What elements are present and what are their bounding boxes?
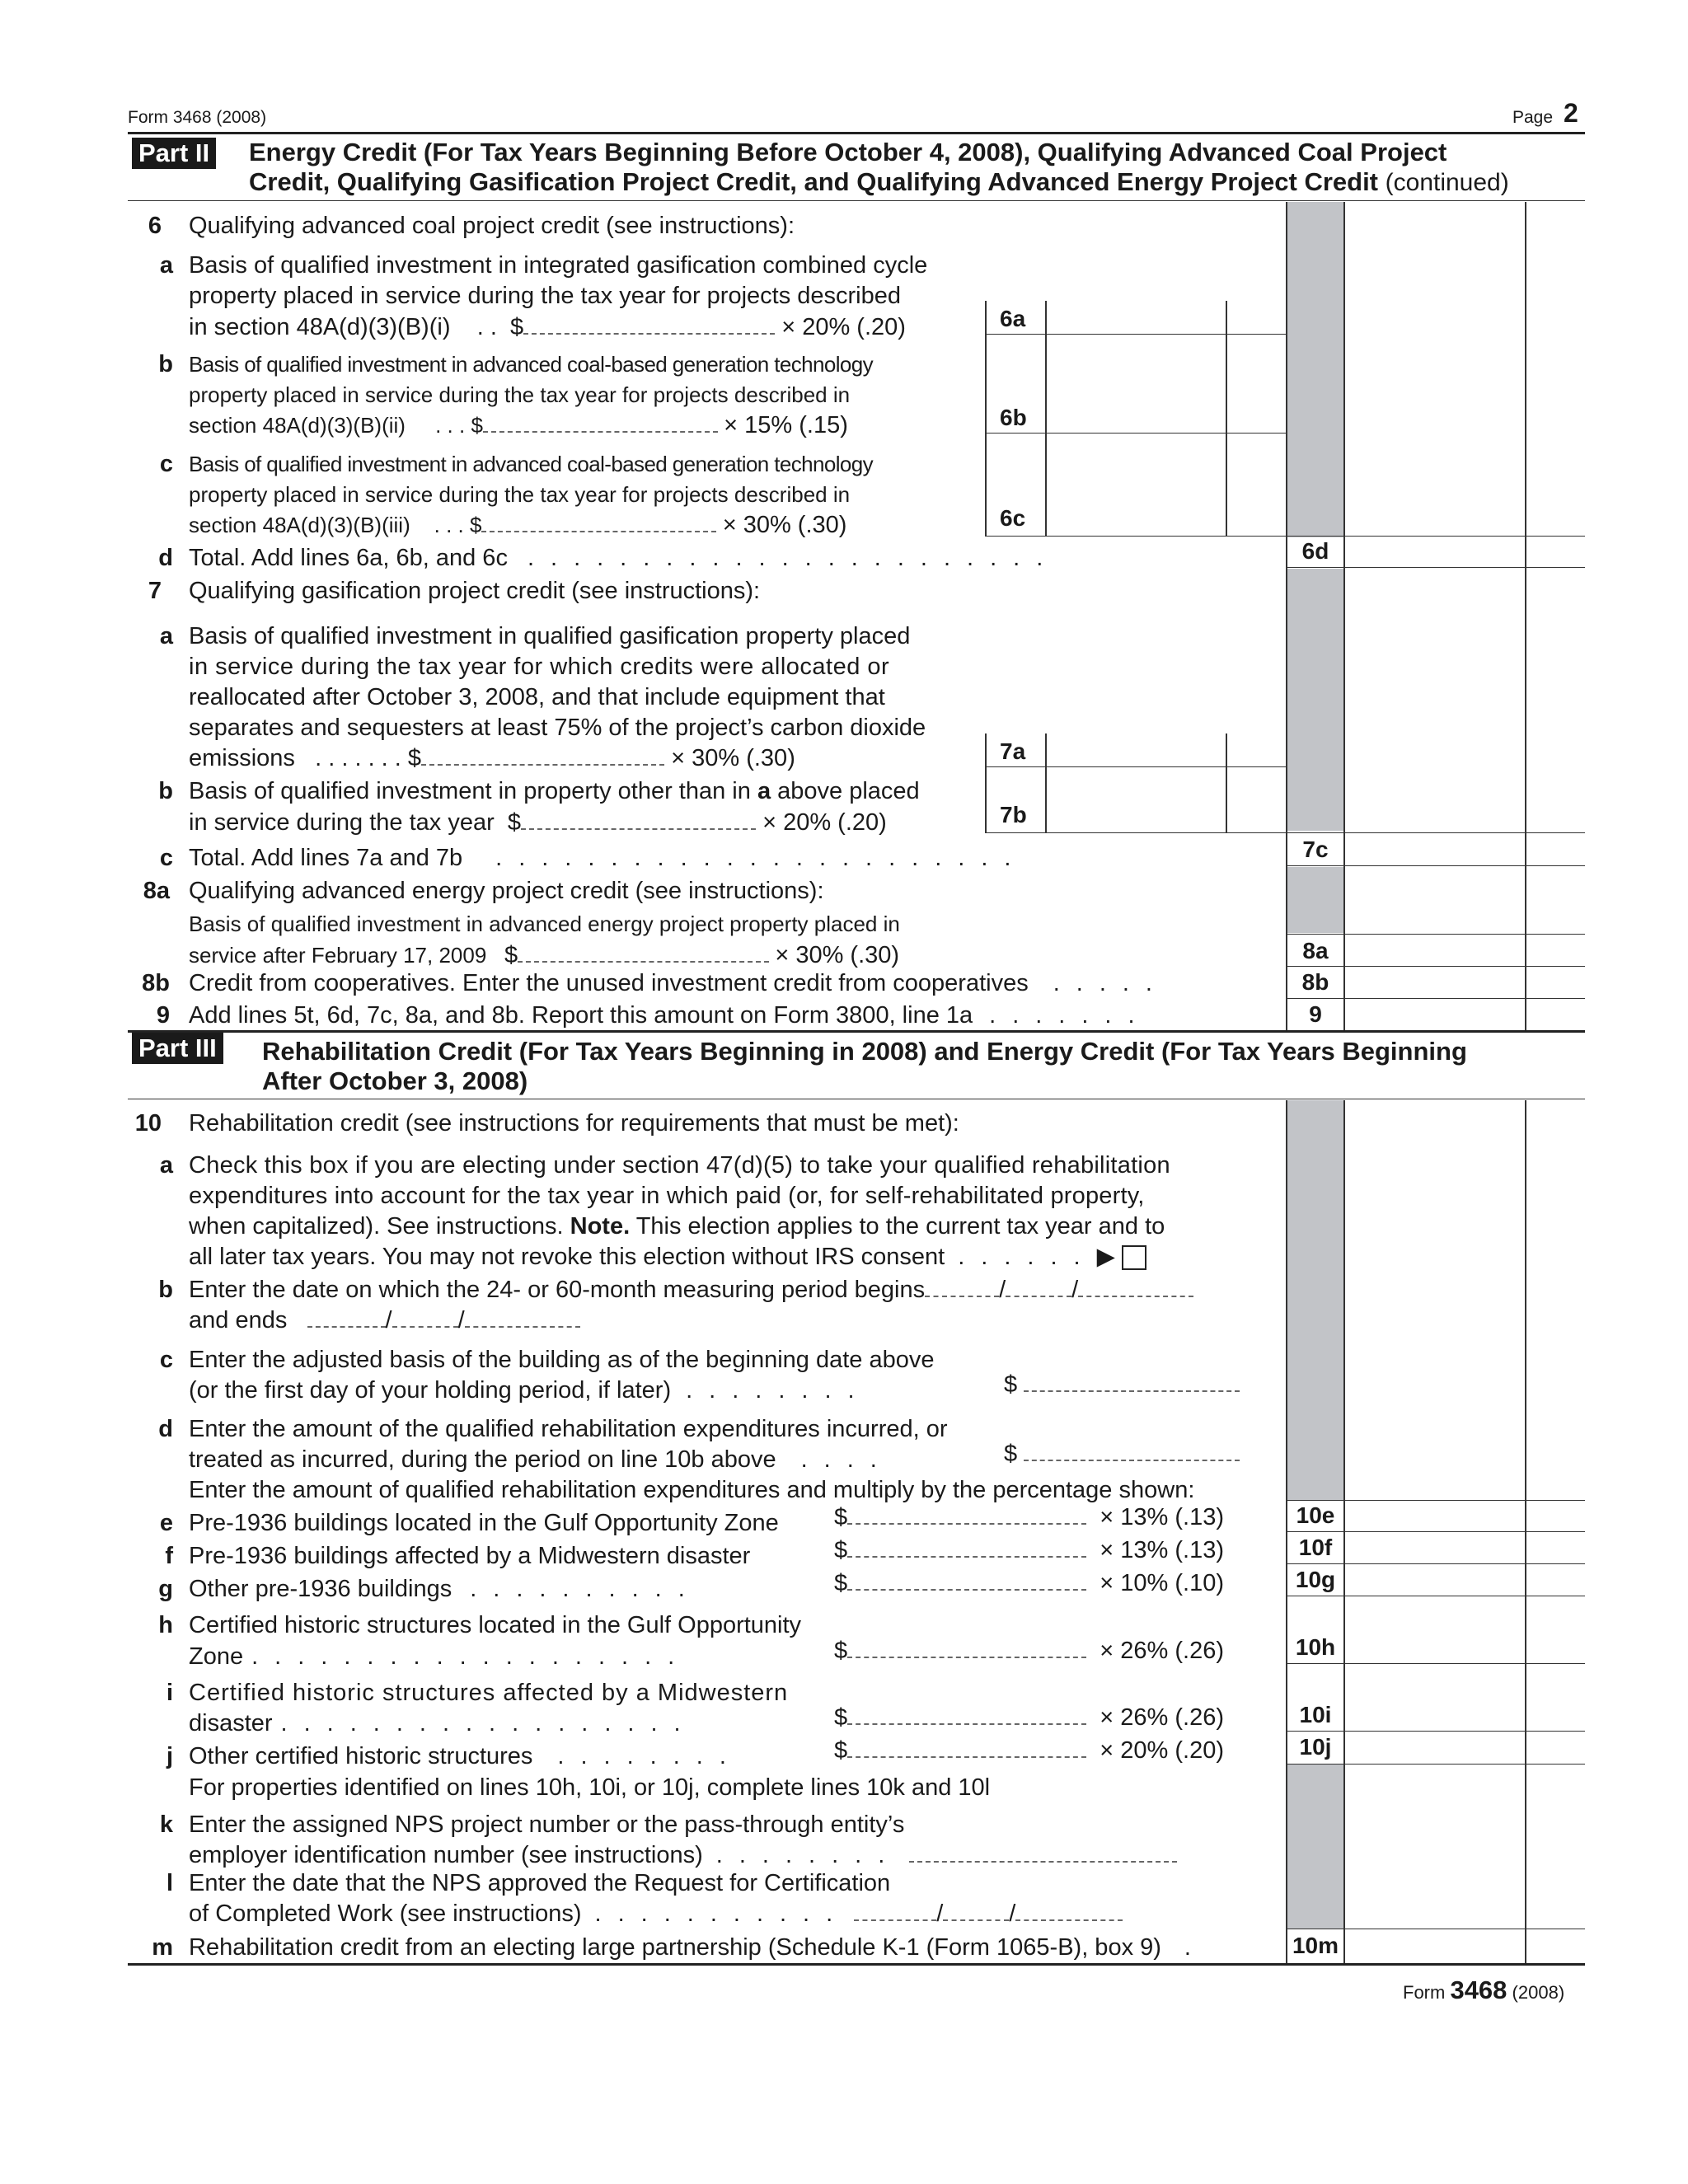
election-checkbox[interactable]: [1122, 1245, 1146, 1270]
line-10l-letter: l: [166, 1870, 173, 1896]
line-10m-letter: m: [152, 1934, 173, 1961]
line-8a-input[interactable]: [518, 944, 769, 963]
part-3-title-line1: Rehabilitation Credit (For Tax Years Beginning in 2008) and Energy Credit (For Tax Years Beginning: [262, 1037, 1467, 1066]
line-10j-text: Other certified historic structures ........: [189, 1743, 743, 1769]
part-2-title-line2: Credit, Qualifying Gasification Project Credit, and Qualifying Advanced Energy Project Credit (continued): [249, 167, 1509, 196]
shaded-col-7: [1287, 569, 1343, 831]
line-10c-text-2: (or the first day of your holding period, if later) ........: [189, 1377, 871, 1404]
line-10b-begin-year[interactable]: [1078, 1279, 1193, 1297]
line-10b-text-1: Enter the date on which the 24- or 60-month measuring period begins / /: [189, 1276, 1193, 1304]
line-7-text: Qualifying gasification project credit (see instructions):: [189, 578, 761, 604]
line-8b-num: 8b: [142, 970, 170, 996]
line-10f-letter: f: [165, 1543, 173, 1569]
shaded-col-8: [1287, 867, 1343, 933]
line-10m-code: 10m: [1292, 1933, 1339, 1958]
line-10b-end-day[interactable]: [392, 1310, 458, 1328]
col-rule-right: [1525, 202, 1526, 1030]
line-10b-end-month[interactable]: [307, 1310, 386, 1328]
line-10d-text-1: Enter the amount of the qualified rehabilitation expenditures incurred, or: [189, 1416, 948, 1442]
line-10i-letter: i: [166, 1680, 173, 1706]
line-10c-text-1: Enter the adjusted basis of the building as of the beginning date above: [189, 1347, 935, 1373]
line-6c-code: 6c: [1000, 505, 1026, 531]
line-6b-input[interactable]: [483, 415, 718, 433]
row-10f-top: [1286, 1531, 1585, 1532]
line-10i-text-1: Certified historic structures affected by a Midwestern: [189, 1680, 789, 1706]
line-10f-amount: $ × 13% (.13): [834, 1537, 1224, 1563]
line-10l-year[interactable]: [1015, 1903, 1123, 1921]
line-9-text: Add lines 5t, 6d, 7c, 8a, and 8b. Report this amount on Form 3800, line 1a .......: [189, 1002, 1151, 1029]
line-9-code: 9: [1309, 1001, 1322, 1027]
line-6b-text-2: property placed in service during the tax year for projects described in: [189, 382, 851, 407]
line-6d-letter: d: [158, 545, 173, 571]
line-6c-text-2: property placed in service during the tax year for projects described in: [189, 482, 851, 507]
line-10h-letter: h: [158, 1612, 173, 1638]
line-10h-input[interactable]: [847, 1640, 1086, 1658]
line-8b-text: Credit from cooperatives. Enter the unused investment credit from cooperatives .....: [189, 970, 1169, 996]
line-7a-input[interactable]: [421, 748, 664, 766]
line-7c-text: Total. Add lines 7a and 7b .......................: [189, 845, 1028, 871]
line-7-num: 7: [148, 578, 162, 604]
shaded-col-10kl: [1287, 1764, 1343, 1929]
line-10-num: 10: [134, 1110, 162, 1137]
line-10h-code: 10h: [1295, 1634, 1336, 1660]
part-2-title-line1: Energy Credit (For Tax Years Beginning Before October 4, 2008), Qualifying Advanced Coal Project: [249, 138, 1447, 166]
part-3-top-rule: [128, 1030, 1585, 1033]
bottom-rule: [128, 1963, 1585, 1966]
line-8a-text: Qualifying advanced energy project credit (see instructions):: [189, 878, 824, 904]
line-6a-code: 6a: [1000, 306, 1026, 331]
shaded-col-6: [1287, 202, 1343, 537]
line-10j-input[interactable]: [847, 1740, 1086, 1758]
line-6a-text-1: Basis of qualified investment in integrated gasification combined cycle: [189, 252, 928, 279]
line-10e-code: 10e: [1296, 1502, 1335, 1528]
part-2-badge: Part II: [132, 138, 216, 169]
line-7a-text-4: separates and sequesters at least 75% of the project’s carbon dioxide: [189, 715, 926, 741]
line-10j-letter: j: [166, 1743, 173, 1769]
line-6d-text: Total. Add lines 6a, 6b, and 6c .......................: [189, 545, 1060, 571]
mid-box7-left: [985, 733, 987, 832]
row-8b-top: [1286, 966, 1585, 967]
line-10e-text: Pre-1936 buildings located in the Gulf Opportunity Zone: [189, 1510, 779, 1536]
line-7a-letter: a: [159, 623, 173, 649]
line-7b-text-2: in service during the tax year $ × 20% (.20): [189, 809, 887, 836]
line-10j-code: 10j: [1299, 1734, 1332, 1760]
row-8a-top: [1286, 934, 1585, 935]
line-7b-code: 7b: [1000, 802, 1027, 827]
line-10i-amount: $ × 26% (.26): [834, 1704, 1224, 1731]
row-10h-bottom: [1286, 1663, 1585, 1664]
line-10b-letter: b: [158, 1277, 173, 1303]
line-10d-text-2: treated as incurred, during the period on line 10b above ....: [189, 1446, 893, 1473]
line-6a-text-2: property placed in service during the tax year for projects described: [189, 283, 901, 309]
part-2-rule: [128, 200, 1585, 201]
line-10b-end-year[interactable]: [465, 1310, 580, 1328]
line-10k-text-2: employer identification number (see instructions) ........: [189, 1841, 1177, 1869]
mid-box7-cents: [1226, 733, 1227, 832]
line-10k-input[interactable]: [909, 1844, 1177, 1863]
line-10j-amount: $ × 20% (.20): [834, 1737, 1224, 1764]
part-3-title-line2: After October 3, 2008): [262, 1066, 528, 1095]
row-6d-top: [1286, 536, 1585, 537]
mid-box-sep: [1045, 301, 1047, 536]
line-8a-text-3: service after February 17, 2009 $ × 30% (.30): [189, 942, 900, 968]
box-7a-bottom: [985, 766, 1287, 767]
line-10i-text-2: disaster ..................: [189, 1710, 697, 1736]
line-6c-input[interactable]: [481, 514, 716, 532]
line-7b-letter: b: [158, 778, 173, 804]
line-10e-letter: e: [159, 1510, 173, 1536]
line-10a-letter: a: [159, 1152, 173, 1179]
row-10e-top: [1286, 1500, 1585, 1501]
line-8a-code: 8a: [1302, 938, 1329, 963]
line-7a-text-5: emissions . . . . . . . $ × 30% (.30): [189, 745, 795, 771]
line-10c-amount: $: [1004, 1371, 1240, 1399]
line-10h-amount: $ × 26% (.26): [834, 1638, 1224, 1664]
line-10b-text-2: and ends / /: [189, 1306, 580, 1334]
line-6a-letter: a: [159, 252, 173, 279]
col-rule-mid: [1343, 202, 1345, 1030]
col-rule-left: [1286, 202, 1287, 1030]
line-10e-amount: $ × 13% (.13): [834, 1504, 1224, 1530]
mid-box7-sep: [1045, 733, 1047, 832]
line-10d-amount: $: [1004, 1440, 1240, 1468]
line-7b-input[interactable]: [521, 812, 756, 830]
line-8a-num: 8a: [143, 878, 170, 904]
line-7a-text-3: reallocated after October 3, 2008, and that include equipment that: [189, 684, 885, 710]
line-10h-text-2: Zone ...................: [189, 1643, 692, 1670]
part-3-badge: Part III: [132, 1033, 223, 1064]
form-ref: Form 3468 (2008): [128, 108, 267, 127]
line-10d-letter: d: [158, 1416, 173, 1442]
line-10-props-note: For properties identified on lines 10h, 10i, or 10j, complete lines 10k and 10l: [189, 1774, 991, 1801]
line-7a-text-1: Basis of qualified investment in qualified gasification property placed: [189, 623, 911, 649]
line-10f-code: 10f: [1298, 1535, 1333, 1560]
line-6d-code: 6d: [1301, 538, 1329, 564]
line-6-text: Qualifying advanced coal project credit (see instructions):: [189, 213, 795, 239]
p3-col-rule-left: [1286, 1100, 1287, 1964]
line-10b-begin-month[interactable]: [925, 1279, 999, 1297]
row-10j-bottom: [1286, 1764, 1585, 1765]
line-10g-letter: g: [158, 1576, 173, 1602]
p3-col-rule-mid: [1343, 1100, 1345, 1964]
line-6b-code: 6b: [1000, 405, 1027, 430]
line-10g-text: Other pre-1936 buildings ..........: [189, 1576, 701, 1602]
box-6a-bottom: [985, 334, 1287, 335]
line-6b-letter: b: [158, 351, 173, 377]
line-10a-text-3: when capitalized). See instructions. Note. This election applies to the current tax year and to: [189, 1213, 1165, 1240]
line-10i-input[interactable]: [847, 1707, 1086, 1725]
line-10l-month[interactable]: [854, 1903, 936, 1921]
line-8b-code: 8b: [1301, 969, 1329, 995]
line-6a-input[interactable]: [523, 316, 775, 335]
row-10i-bottom: [1286, 1731, 1585, 1732]
box-6b-bottom: [985, 433, 1287, 434]
line-10m-text: Rehabilitation credit from an electing large partnership (Schedule K-1 (Form 1065-B), box 9) .: [189, 1934, 1191, 1961]
line-10b-begin-day[interactable]: [1006, 1279, 1071, 1297]
line-10d-input[interactable]: [1024, 1443, 1240, 1461]
line-10a-text-2: expenditures into account for the tax year in which paid (or, for self-rehabilitated property,: [189, 1183, 1145, 1209]
row-9-top: [1286, 998, 1585, 999]
line-7a-text-2: in service during the tax year for which credits were allocated or: [189, 654, 890, 680]
line-7b-text-1: Basis of qualified investment in property other than in a above placed: [189, 778, 920, 804]
line-10g-amount: $ × 10% (.10): [834, 1570, 1224, 1596]
line-9-num: 9: [156, 1002, 170, 1029]
mid-box-left: [985, 301, 987, 536]
line-6a-text-3: in section 48A(d)(3)(B)(i) . . $ × 20% (.20): [189, 314, 906, 340]
line-10g-code: 10g: [1295, 1567, 1336, 1592]
line-10k-letter: k: [159, 1811, 173, 1838]
line-8a-text-2: Basis of qualified investment in advanced energy project property placed in: [189, 912, 900, 936]
line-10i-code: 10i: [1299, 1702, 1332, 1727]
line-10f-input[interactable]: [847, 1540, 1086, 1558]
line-10h-text-1: Certified historic structures located in the Gulf Opportunity: [189, 1612, 802, 1638]
line-6-num: 6: [148, 213, 162, 239]
row-6d-bottom: [1286, 567, 1585, 568]
page-word: Page: [1512, 108, 1554, 127]
line-10c-input[interactable]: [1024, 1374, 1240, 1392]
line-6c-text-3: section 48A(d)(3)(B)(iii) . . . $ × 30% (.30): [189, 512, 847, 538]
page-number: 2: [1564, 98, 1578, 128]
line-10g-input[interactable]: [847, 1572, 1086, 1591]
line-6b-text-1: Basis of qualified investment in advanced coal-based generation technology: [189, 352, 874, 377]
arrow-icon: ▶: [1096, 1244, 1115, 1270]
box-6c-bottom: [985, 536, 1287, 537]
footer-form: Form 3468 (2008): [1403, 1975, 1565, 2004]
line-10c-letter: c: [159, 1347, 173, 1373]
line-10l-text-1: Enter the date that the NPS approved the Request for Certification: [189, 1870, 891, 1896]
row-7c-bottom: [1286, 865, 1585, 866]
p3-col-rule-right: [1525, 1100, 1526, 1964]
line-10a-text-4: all later tax years. You may not revoke this election without IRS consent ......▶: [189, 1243, 1146, 1271]
line-7c-code: 7c: [1302, 837, 1329, 862]
shaded-col-10: [1287, 1100, 1343, 1500]
line-6c-text-1: Basis of qualified investment in advanced coal-based generation technology: [189, 452, 874, 476]
line-10a-text-1: Check this box if you are electing under section 47(d)(5) to take your qualified rehabilitation: [189, 1152, 1170, 1179]
line-10f-text: Pre-1936 buildings affected by a Midwestern disaster: [189, 1543, 751, 1569]
line-10e-input[interactable]: [847, 1507, 1086, 1525]
box-7b-bottom: [985, 832, 1287, 833]
line-7a-code: 7a: [1000, 738, 1026, 764]
header-rule: [128, 132, 1585, 134]
line-10l-day[interactable]: [943, 1903, 1009, 1921]
line-10k-text-1: Enter the assigned NPS project number or the pass-through entity’s: [189, 1811, 905, 1838]
row-10g-top: [1286, 1563, 1585, 1564]
line-7c-letter: c: [159, 845, 173, 871]
line-6c-letter: c: [159, 451, 173, 477]
line-6b-text-3: section 48A(d)(3)(B)(ii) . . . $ × 15% (.15): [189, 412, 848, 438]
line-10-text: Rehabilitation credit (see instructions for requirements that must be met):: [189, 1110, 959, 1137]
mid-box-cents: [1226, 301, 1227, 536]
row-7c-top: [1286, 832, 1585, 833]
line-10l-text-2: of Completed Work (see instructions) ........... / /: [189, 1900, 1123, 1928]
line-10-intro: Enter the amount of qualified rehabilitation expenditures and multiply by the percentage shown:: [189, 1477, 1195, 1503]
